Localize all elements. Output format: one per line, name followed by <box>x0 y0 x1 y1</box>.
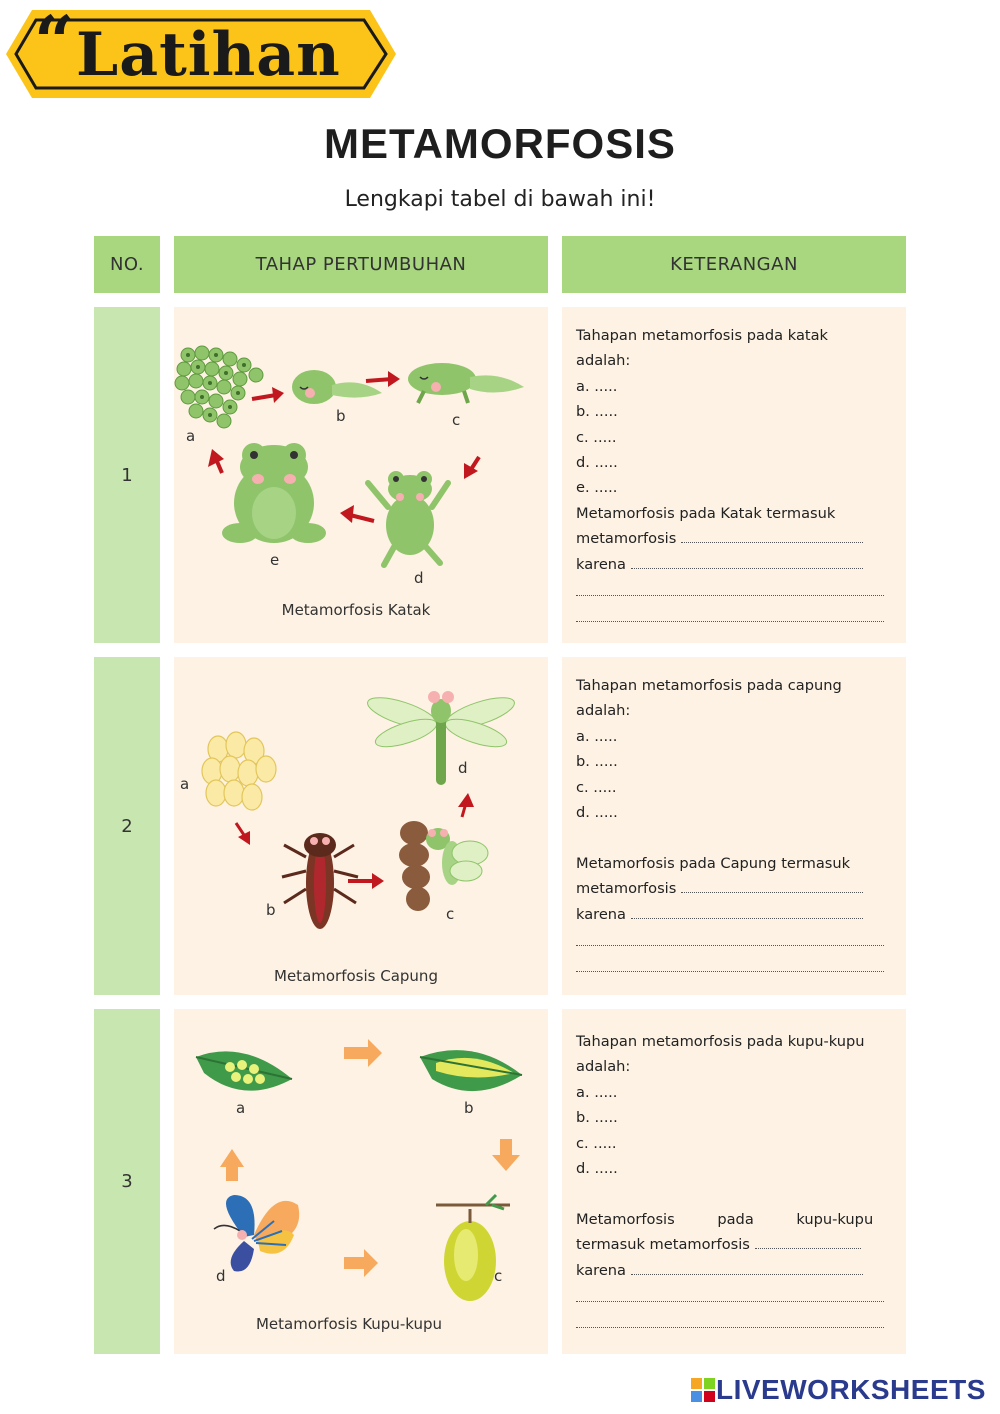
frog-answer-cell <box>562 307 906 643</box>
row-number-3: 3 <box>94 1009 160 1354</box>
frog-metamorphosis-illustration <box>174 307 548 643</box>
answer-item-c[interactable]: c. ..... <box>576 428 617 446</box>
tadpole-with-legs-icon <box>408 363 524 403</box>
reason-answer-line[interactable] <box>576 1283 884 1302</box>
stage-label-c: c <box>446 905 455 923</box>
answer-item-d[interactable]: d. ..... <box>576 804 618 822</box>
stage-label-d: d <box>458 759 468 777</box>
answer-item-d[interactable]: d. ..... <box>576 454 618 472</box>
reason-answer-field[interactable] <box>631 554 863 569</box>
image-caption: Metamorfosis Katak <box>281 601 431 619</box>
row-number-1: 1 <box>94 307 160 643</box>
answer-item-e[interactable]: e. ..... <box>576 479 618 497</box>
page-title: METAMORFOSIS <box>324 120 676 167</box>
tadpole-icon <box>292 370 382 404</box>
leaf-with-eggs-icon <box>196 1051 292 1090</box>
question-intro-cont: adalah: <box>576 1058 631 1076</box>
badge-title: Latihan <box>76 20 341 90</box>
dragonfly-stages-cell <box>174 657 548 995</box>
frog-eggs-icon <box>175 346 263 428</box>
reason-answer-line[interactable] <box>576 577 884 596</box>
reason-label: karena <box>576 1261 626 1279</box>
stage-label-b: b <box>464 1099 474 1117</box>
reason-answer-line[interactable] <box>576 927 884 946</box>
type-answer-field[interactable] <box>681 878 863 893</box>
reason-label: karena <box>576 905 626 923</box>
butterfly-icon <box>214 1195 299 1272</box>
answer-item-c[interactable]: c. ..... <box>576 778 617 796</box>
question-type: Metamorfosis pada Katak termasuk <box>576 504 836 522</box>
butterfly-answer-cell <box>562 1009 906 1354</box>
answer-item-b[interactable]: b. ..... <box>576 403 618 421</box>
column-header-keterangan: KETERANGAN <box>562 236 906 293</box>
answer-item-a[interactable]: a. ..... <box>576 1083 618 1101</box>
liveworksheets-logo-icon <box>690 1377 716 1403</box>
reason-answer-line[interactable] <box>576 953 884 972</box>
reason-answer-line[interactable] <box>576 603 884 622</box>
stage-label-a: a <box>180 775 190 793</box>
answer-item-a[interactable]: a. ..... <box>576 727 618 745</box>
answer-item-b[interactable]: b. ..... <box>576 1109 618 1127</box>
chrysalis-icon <box>436 1195 510 1301</box>
adult-dragonfly-icon <box>364 691 517 785</box>
question-type: Metamorfosis pada Capung termasuk <box>576 854 851 872</box>
answer-item-b[interactable]: b. ..... <box>576 753 618 771</box>
stage-label-a: a <box>186 427 196 445</box>
question-intro: Tahapan metamorfosis pada kupu-kupu <box>576 1033 865 1050</box>
question-intro-cont: adalah: <box>576 352 631 370</box>
froglet-icon <box>368 471 448 565</box>
stage-label-b: b <box>336 407 346 425</box>
liveworksheets-brand: LIVEWORKSHEETS <box>716 1374 986 1405</box>
question-intro-cont: adalah: <box>576 702 631 720</box>
liveworksheets-logo[interactable] <box>690 1372 986 1408</box>
question-type: Metamorfosis pada kupu-kupu <box>576 1210 874 1228</box>
stage-label-b: b <box>266 901 276 919</box>
page-instruction: Lengkapi tabel di bawah ini! <box>344 187 656 212</box>
question-intro: Tahapan metamorfosis pada katak <box>576 327 829 344</box>
dragonfly-nymph-icon <box>282 833 358 929</box>
reason-answer-line[interactable] <box>576 1309 884 1328</box>
dragonfly-answer-cell <box>562 657 906 995</box>
latihan-badge <box>4 0 398 100</box>
reason-answer-field[interactable] <box>631 904 863 919</box>
butterfly-metamorphosis-illustration <box>174 1009 548 1354</box>
reason-answer-field[interactable] <box>631 1260 863 1275</box>
stage-label-c: c <box>494 1267 503 1285</box>
emerging-dragonfly-icon <box>399 821 488 911</box>
column-header-no: NO. <box>94 236 160 293</box>
quote-mark-icon: “ <box>34 0 75 83</box>
question-type-label: metamorfosis <box>576 880 677 898</box>
leaf-with-caterpillar-icon <box>420 1050 522 1091</box>
stage-label-d: d <box>414 569 424 587</box>
butterfly-stages-cell <box>174 1009 548 1354</box>
dragonfly-metamorphosis-illustration <box>174 657 548 995</box>
row-number-2: 2 <box>94 657 160 995</box>
type-answer-field[interactable] <box>755 1234 861 1249</box>
stage-label-a: a <box>236 1099 246 1117</box>
stage-label-c: c <box>452 411 461 429</box>
stage-label-e: e <box>270 551 280 569</box>
dragonfly-eggs-icon <box>202 732 276 810</box>
reason-label: karena <box>576 555 626 573</box>
column-header-tahap: TAHAP PERTUMBUHAN <box>174 236 548 293</box>
question-type-label: metamorfosis <box>576 530 677 548</box>
image-caption: Metamorfosis Capung <box>274 967 438 985</box>
answer-item-d[interactable]: d. ..... <box>576 1160 618 1178</box>
type-answer-field[interactable] <box>681 528 863 543</box>
question-type-label: termasuk metamorfosis <box>576 1236 750 1254</box>
answer-item-c[interactable]: c. ..... <box>576 1134 617 1152</box>
stage-label-d: d <box>216 1267 226 1285</box>
frog-stages-cell <box>174 307 548 643</box>
image-caption: Metamorfosis Kupu-kupu <box>255 1315 443 1333</box>
answer-item-a[interactable]: a. ..... <box>576 377 618 395</box>
question-intro: Tahapan metamorfosis pada capung <box>576 677 842 694</box>
